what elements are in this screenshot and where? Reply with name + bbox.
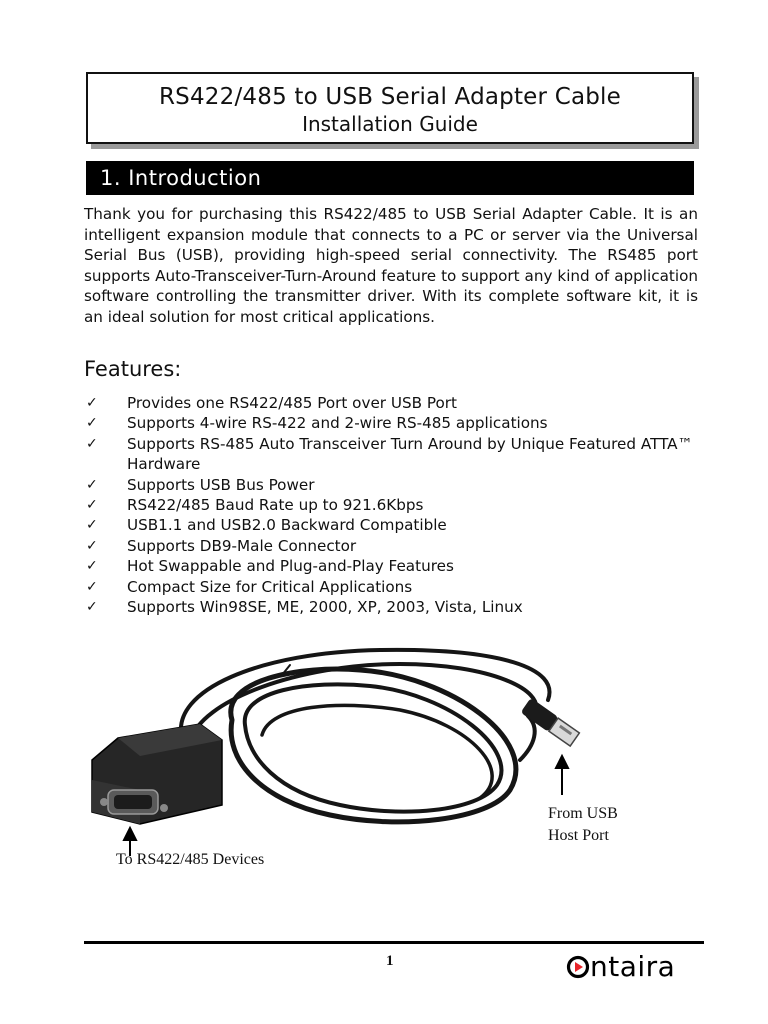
db9-connector bbox=[92, 724, 222, 824]
features-list bbox=[84, 393, 704, 617]
check-icon: ✓ bbox=[86, 497, 98, 514]
usb-label-line2: Host Port bbox=[548, 827, 609, 844]
check-icon: ✓ bbox=[86, 517, 98, 534]
features-heading: Features: bbox=[84, 357, 182, 381]
feature-text: Provides one RS422/485 Port over USB Port bbox=[127, 394, 457, 412]
document-title: RS422/485 to USB Serial Adapter Cable bbox=[158, 84, 621, 110]
feature-text: RS422/485 Baud Rate up to 921.6Kbps bbox=[127, 496, 424, 515]
feature-text: USB1.1 and USB2.0 Backward Compatible bbox=[127, 516, 447, 535]
feature-text: Supports USB Bus Power bbox=[127, 475, 315, 494]
feature-item bbox=[84, 556, 704, 576]
check-icon: ✓ bbox=[86, 558, 98, 575]
feature-text: Supports 4-wire RS-422 and 2-wire RS-485 applications bbox=[127, 414, 548, 433]
feature-text: Hot Swappable and Plug-and-Play Features bbox=[127, 557, 454, 576]
footer-divider bbox=[84, 941, 704, 944]
feature-item bbox=[84, 536, 704, 556]
check-icon: ✓ bbox=[86, 415, 98, 432]
feature-item bbox=[84, 413, 704, 433]
feature-item bbox=[84, 577, 704, 597]
document-title-box bbox=[86, 72, 694, 144]
check-icon: ✓ bbox=[86, 578, 98, 595]
feature-text: Supports DB9-Male Connector bbox=[127, 536, 357, 555]
document-subtitle: Installation Guide bbox=[302, 112, 478, 136]
usb-label-line1: From USB bbox=[548, 805, 618, 822]
adapter-cable-photo bbox=[84, 635, 704, 885]
check-icon: ✓ bbox=[86, 395, 98, 411]
check-icon: ✓ bbox=[86, 537, 98, 554]
feature-text: Supports Win98SE, ME, 2000, XP, 2003, Vista, Linux bbox=[127, 598, 523, 617]
check-icon: ✓ bbox=[86, 435, 98, 452]
check-icon: ✓ bbox=[86, 599, 98, 616]
usb-plug bbox=[520, 698, 579, 747]
feature-text: Compact Size for Critical Applications bbox=[127, 577, 413, 596]
feature-text: Supports RS-485 Auto Transceiver Turn Around by Unique Featured ATTA™ Hardware bbox=[127, 434, 693, 474]
feature-item bbox=[84, 434, 704, 475]
intro-paragraph: Thank you for purchasing this RS422/485 to USB Serial Adapter Cable. It is an intelligent expansion module that connects to a PC or server via the Universal Serial Bus (USB), providing high-speed serial connectivity. The RS485 port supports Auto-Transceiver-Turn-Around feature to support any kind of application software controlling the transmitter driver. With its complete software kit, it is an ideal solution for most critical applications. bbox=[84, 205, 698, 326]
feature-item bbox=[84, 515, 704, 535]
usb-host-port-label bbox=[548, 803, 618, 847]
svg-text:ntaira: ntaira bbox=[590, 950, 676, 981]
feature-item bbox=[84, 475, 704, 495]
section-header-bar bbox=[86, 161, 694, 195]
section-title: 1. Introduction bbox=[100, 166, 262, 190]
page-number: 1 bbox=[386, 953, 394, 969]
devices-label: To RS422/485 Devices bbox=[116, 851, 265, 868]
feature-item bbox=[84, 597, 704, 617]
feature-item bbox=[84, 393, 704, 413]
check-icon: ✓ bbox=[86, 476, 98, 493]
feature-item bbox=[84, 495, 704, 515]
antaira-logo bbox=[564, 945, 704, 981]
